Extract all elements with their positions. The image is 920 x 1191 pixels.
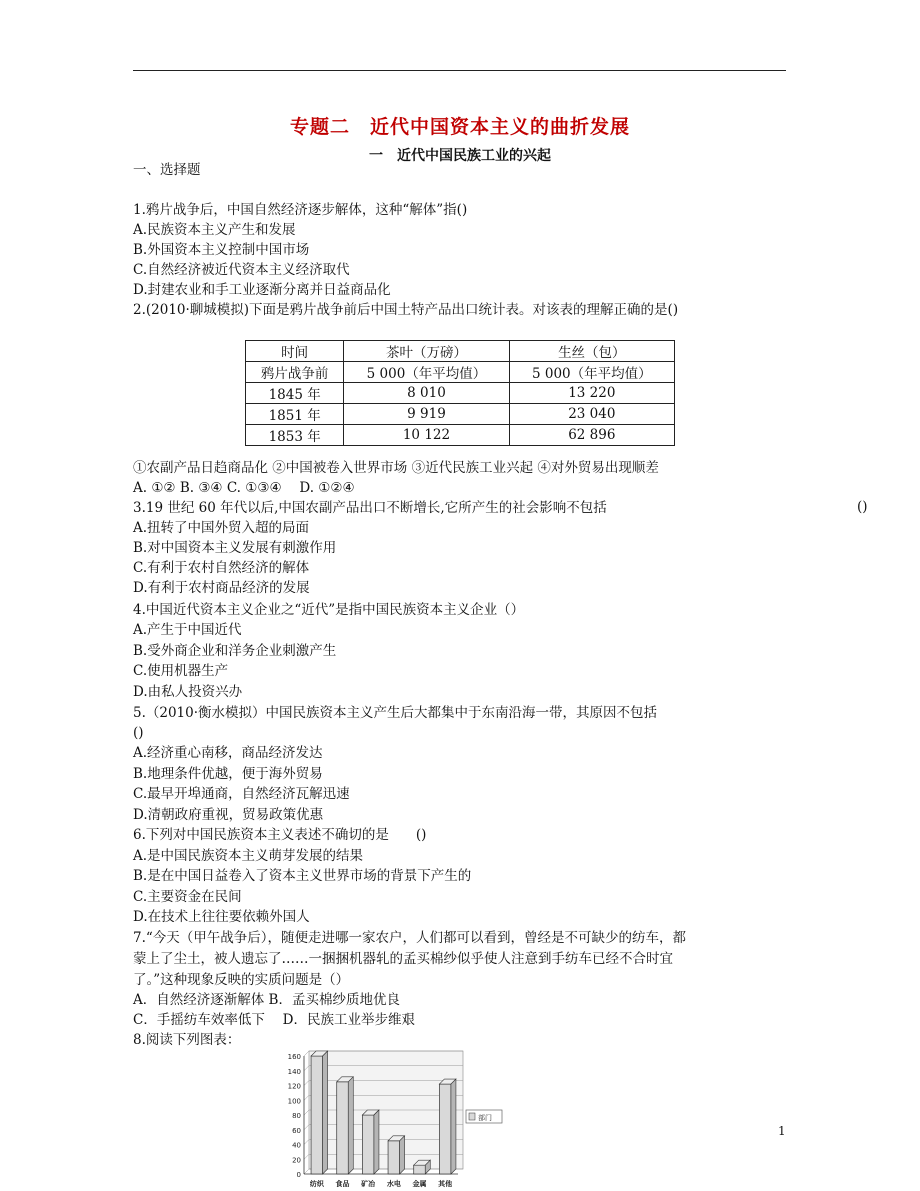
table-cell: 10 122 xyxy=(344,425,509,446)
gridline-side xyxy=(304,1169,309,1174)
page-subtitle: 一 近代中国民族工业的兴起 xyxy=(369,148,551,164)
q1-option: B.外国资本主义控制中国市场 xyxy=(133,242,310,258)
bar-side xyxy=(400,1136,405,1174)
table-cell: 1851 年 xyxy=(246,404,344,425)
q5-answer-paren: () xyxy=(133,725,144,741)
table-cell: 1845 年 xyxy=(246,383,344,404)
bar xyxy=(362,1115,374,1174)
x-tick-label: 金属 xyxy=(412,1180,427,1188)
gridline-side xyxy=(304,1066,309,1071)
table-header-cell: 茶叶（万磅） xyxy=(344,341,509,362)
bar xyxy=(439,1084,451,1174)
q4-option: B.受外商企业和洋务企业刺激产生 xyxy=(133,643,337,659)
q5-option: B.地理条件优越，便于海外贸易 xyxy=(133,766,323,782)
q3-option: D.有利于农村商品经济的发展 xyxy=(133,580,310,596)
y-tick-label: 60 xyxy=(292,1126,301,1135)
page-number: 1 xyxy=(778,1124,786,1138)
bar-side xyxy=(451,1079,456,1174)
section-heading: 一、选择题 xyxy=(133,162,201,178)
bar-side xyxy=(348,1077,353,1174)
table-cell: 9 919 xyxy=(344,404,509,425)
q2-statements: ①农副产品日趋商品化 ②中国被卷入世界市场 ③近代民族工业兴起 ④对外贸易出现顺差 xyxy=(133,460,659,476)
table-cell: 13 220 xyxy=(509,383,674,404)
bar-side xyxy=(374,1110,379,1174)
table-header-cell: 生丝（包） xyxy=(509,341,674,362)
industry-bar-chart xyxy=(270,1050,510,1191)
y-tick-label: 40 xyxy=(292,1141,301,1150)
q1-option: A.民族资本主义产生和发展 xyxy=(133,222,296,238)
x-tick-label: 矿冶 xyxy=(361,1180,376,1188)
q6-option: D.在技术上往往要依赖外国人 xyxy=(133,909,310,925)
x-tick-label: 水电 xyxy=(386,1180,401,1188)
bar xyxy=(337,1082,349,1174)
table-cell: 5 000（年平均值） xyxy=(344,362,509,383)
q4-option: C.使用机器生产 xyxy=(133,663,229,679)
table-cell: 1853 年 xyxy=(246,425,344,446)
bar xyxy=(388,1141,400,1174)
gridline-side xyxy=(304,1051,309,1056)
page-title: 专题二 近代中国资本主义的曲折发展 xyxy=(289,116,630,138)
legend-swatch xyxy=(469,1113,475,1120)
x-tick-label: 食品 xyxy=(335,1180,350,1188)
q3-option: B.对中国资本主义发展有刺激作用 xyxy=(133,540,337,556)
bar xyxy=(311,1056,323,1174)
table-row xyxy=(246,362,675,383)
table-header-row xyxy=(246,341,675,362)
q7-stem: 了。”这种现象反映的实质问题是（） xyxy=(133,972,350,988)
table-row xyxy=(246,404,675,425)
table-row xyxy=(246,383,675,404)
q5-option: C.最早开埠通商，自然经济瓦解迅速 xyxy=(133,786,350,802)
x-tick-label: 纺织 xyxy=(309,1180,324,1188)
y-tick-label: 0 xyxy=(296,1171,301,1179)
q7-choices: C．手摇纺车效率低下 D．民族工业举步维艰 xyxy=(133,1012,415,1028)
gridline-side xyxy=(304,1140,309,1145)
q2-choices: A. ①② B. ③④ C. ①③④ D. ①②④ xyxy=(133,480,355,496)
legend-label: 部门 xyxy=(478,1114,492,1122)
q5-stem: 5.（2010·衡水模拟）中国民族资本主义产生后大都集中于东南沿海一带，其原因不包括 xyxy=(133,705,658,721)
gridline-side xyxy=(304,1110,309,1115)
q7-stem: 蒙上了尘土，被人遗忘了……一捆捆机器轧的孟买棉纱似乎使人注意到手纺车已经不合时宜 xyxy=(133,951,673,967)
q2-stem: 2.(2010·聊城模拟)下面是鸦片战争前后中国土特产品出口统计表。对该表的理解正确的是() xyxy=(133,302,679,318)
table-header-cell: 时间 xyxy=(246,341,344,362)
bar-side xyxy=(323,1051,328,1174)
y-tick-label: 20 xyxy=(292,1156,301,1165)
y-tick-label: 160 xyxy=(287,1053,301,1061)
table-cell: 23 040 xyxy=(509,404,674,425)
header-rule xyxy=(133,70,786,71)
table-row xyxy=(246,425,675,446)
q4-option: D.由私人投资兴办 xyxy=(133,684,243,700)
table-cell: 62 896 xyxy=(509,425,674,446)
q7-stem: 7.“今天（甲午战争后），随便走进哪一家农户，人们都可以看到，曾经是不可缺少的纺车，都 xyxy=(133,930,687,946)
q7-choices: A．自然经济逐渐解体 B．孟买棉纱质地优良 xyxy=(133,992,400,1008)
q3-option: C.有利于农村自然经济的解体 xyxy=(133,560,310,576)
q5-option: D.清朝政府重视，贸易政策优惠 xyxy=(133,807,324,823)
table-cell: 鸦片战争前 xyxy=(246,362,344,383)
y-tick-label: 80 xyxy=(292,1112,301,1120)
q6-option: A.是中国民族资本主义萌芽发展的结果 xyxy=(133,848,364,864)
gridline-side xyxy=(304,1125,309,1130)
q6-option: C.主要资金在民间 xyxy=(133,889,242,905)
q1-stem: 1.鸦片战争后，中国自然经济逐步解体，这种“解体”指() xyxy=(133,202,468,218)
q4-stem: 4.中国近代资本主义企业之“近代”是指中国民族资本主义企业（） xyxy=(133,602,525,618)
table-cell: 8 010 xyxy=(344,383,509,404)
y-tick-label: 140 xyxy=(287,1067,301,1076)
x-tick-label: 其他 xyxy=(438,1180,453,1188)
q1-option: C.自然经济被近代资本主义经济取代 xyxy=(133,262,350,278)
gridline-side xyxy=(304,1081,309,1086)
bar xyxy=(414,1165,426,1174)
q5-option: A.经济重心南移，商品经济发达 xyxy=(133,745,323,761)
gridline-side xyxy=(304,1154,309,1159)
q6-option: B.是在中国日益卷入了资本主义世界市场的背景下产生的 xyxy=(133,868,472,884)
y-tick-label: 100 xyxy=(287,1097,301,1106)
q3-stem: 3.19 世纪 60 年代以后,中国农副产品出口不断增长,它所产生的社会影响不包括 xyxy=(133,500,607,516)
y-tick-label: 120 xyxy=(287,1082,301,1091)
q1-option: D.封建农业和手工业逐渐分离并日益商品化 xyxy=(133,282,391,298)
export-stats-table xyxy=(245,340,675,446)
q3-option: A.扭转了中国外贸入超的局面 xyxy=(133,520,310,536)
q4-option: A.产生于中国近代 xyxy=(133,622,242,638)
q8-stem: 8.阅读下列图表： xyxy=(133,1032,241,1048)
q3-answer-paren: () xyxy=(857,499,868,515)
q6-stem: 6.下列对中国民族资本主义表述不确切的是 () xyxy=(133,827,427,843)
gridline-side xyxy=(304,1095,309,1100)
table-cell: 5 000（年平均值） xyxy=(509,362,674,383)
